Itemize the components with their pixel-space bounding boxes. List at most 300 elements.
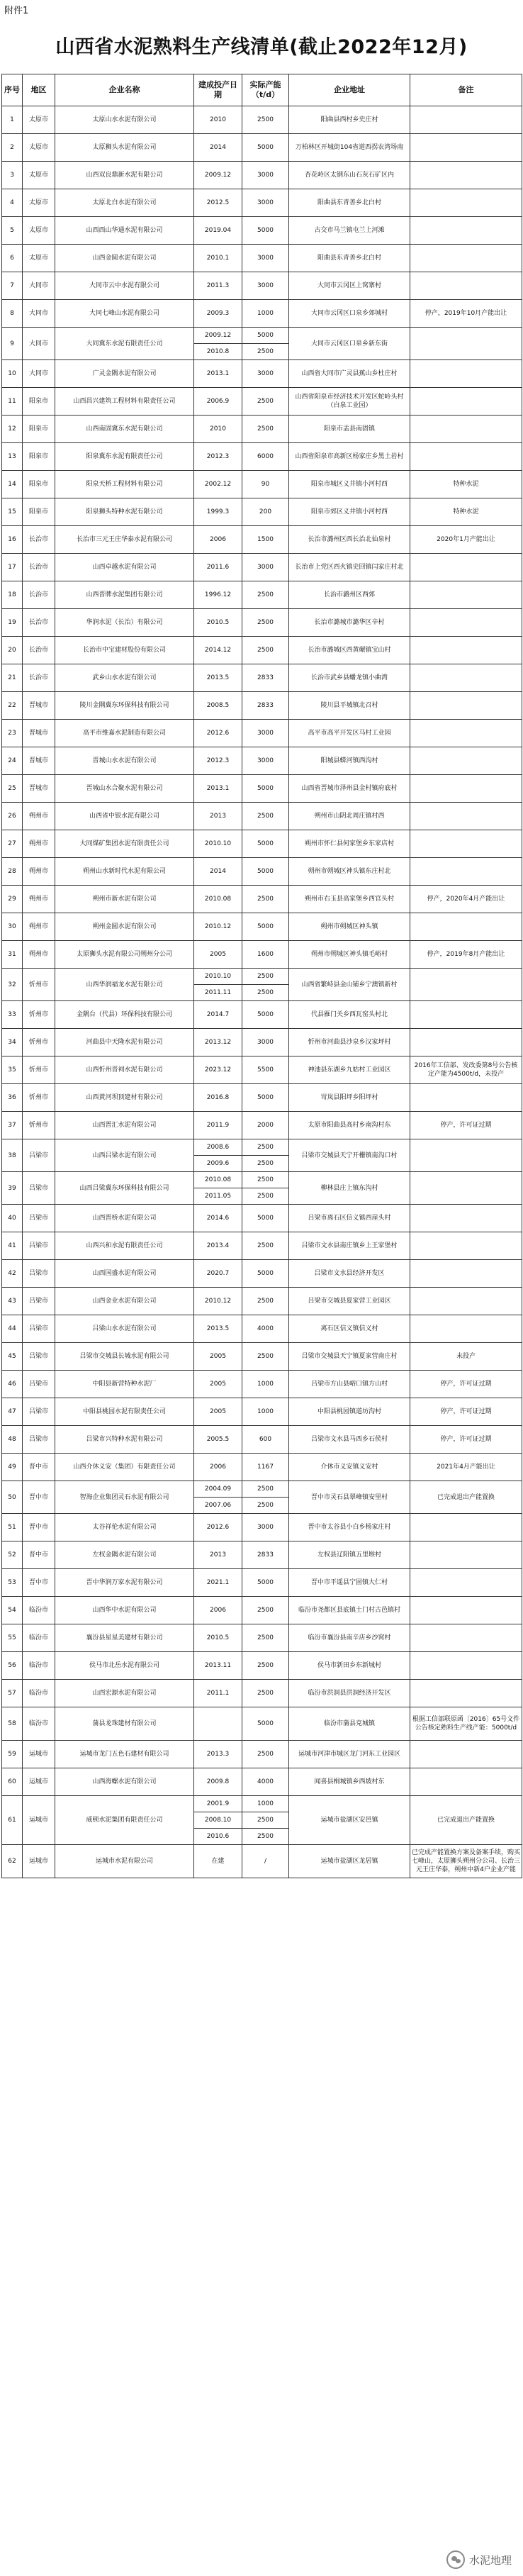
row-note: 停产，许可证过期: [410, 1426, 522, 1454]
row-note: [410, 1624, 522, 1652]
row-capacity: 5000: [242, 1707, 289, 1741]
row-address: 长治市潞州区西郊: [289, 581, 410, 609]
row-number: 40: [2, 1205, 23, 1232]
row-start-date: 2014.12: [194, 637, 242, 664]
row-note: [410, 1541, 522, 1569]
row-note: [410, 388, 522, 416]
row-start-date: 2010.08: [194, 886, 242, 913]
row-note: [410, 692, 522, 720]
row-city: 运城市: [23, 1741, 55, 1768]
row-start-date: 2010: [194, 106, 242, 134]
table-row: [2, 1232, 522, 1260]
row-city: 临汾市: [23, 1597, 55, 1624]
row-start-date: 2009.12: [194, 328, 242, 344]
row-number: 21: [2, 664, 23, 692]
row-company: 山西晋桥水泥有限公司: [55, 1205, 194, 1232]
table-row: [2, 1001, 522, 1029]
table-row: [2, 1514, 522, 1541]
row-capacity: 3000: [242, 272, 289, 300]
row-company: 朔州山水新时代水泥有限公司: [55, 858, 194, 886]
column-header: 序号: [2, 74, 23, 106]
row-number: 30: [2, 913, 23, 941]
row-capacity: 3000: [242, 1029, 289, 1056]
row-company: 山西海螺水泥有限公司: [55, 1768, 194, 1796]
row-address: 长治市潞城区西黄碾镇宝山村: [289, 637, 410, 664]
row-capacity: 2833: [242, 692, 289, 720]
row-company: 左权金隅水泥有限公司: [55, 1541, 194, 1569]
row-number: 27: [2, 830, 23, 858]
row-start-date: 2009.3: [194, 300, 242, 328]
row-number: 17: [2, 554, 23, 581]
row-company: 中阳县新营特种水泥厂: [55, 1371, 194, 1398]
row-start-date: 2013.4: [194, 1232, 242, 1260]
table-row: [2, 1680, 522, 1707]
row-note: [410, 1597, 522, 1624]
row-start-date: 2011.11: [194, 985, 242, 1001]
row-company: 山西国盛水泥有限公司: [55, 1260, 194, 1288]
row-start-date: 2006: [194, 1597, 242, 1624]
table-row: [2, 498, 522, 526]
row-city: 忻州市: [23, 969, 55, 1001]
row-city: 长治市: [23, 581, 55, 609]
row-city: 晋城市: [23, 720, 55, 747]
row-number: 49: [2, 1454, 23, 1481]
row-address: 吕梁市方山县峪口镇方山村: [289, 1371, 410, 1398]
row-start-date: 2013.1: [194, 775, 242, 803]
row-note: [410, 416, 522, 443]
table-row: [2, 1084, 522, 1112]
row-city: 太原市: [23, 245, 55, 272]
row-capacity: 3000: [242, 1514, 289, 1541]
row-note: [410, 775, 522, 803]
table-row: [2, 1172, 522, 1188]
row-address: 柳林县庄上镇东沟村: [289, 1172, 410, 1205]
row-capacity: 2500: [242, 1343, 289, 1371]
row-address: 高平市高平开发区马村工业园: [289, 720, 410, 747]
table-row: [2, 1205, 522, 1232]
row-note: [410, 162, 522, 189]
row-company: 广灵金隅水泥有限公司: [55, 360, 194, 388]
row-address: 古交市马兰镇屯兰上河滩: [289, 217, 410, 245]
row-start-date: 2010.08: [194, 1172, 242, 1188]
row-capacity: 1167: [242, 1454, 289, 1481]
row-city: 临汾市: [23, 1680, 55, 1707]
row-number: 18: [2, 581, 23, 609]
table-row: [2, 328, 522, 344]
row-address: 朔州市右玉县高家堡乡西官头村: [289, 886, 410, 913]
table-row: [2, 1398, 522, 1426]
row-start-date: 2012.6: [194, 1514, 242, 1541]
row-address: 岢岚县阳坪乡阳坪村: [289, 1084, 410, 1112]
row-note: [410, 360, 522, 388]
row-address: 大同市云冈区上窝寨村: [289, 272, 410, 300]
row-start-date: 2014: [194, 134, 242, 162]
row-number: 16: [2, 526, 23, 554]
row-capacity: 3000: [242, 747, 289, 775]
row-company: 山西晋汇水泥有限公司: [55, 1112, 194, 1139]
row-company: 陵川金隅冀东环保科技有限公司: [55, 692, 194, 720]
row-address: 阳曲县东青善乡北白村: [289, 245, 410, 272]
row-note: [410, 245, 522, 272]
row-capacity: 2500: [242, 1812, 289, 1829]
row-company: 运城市水泥有限公司: [55, 1845, 194, 1878]
row-company: 晋中华润万家水泥有限公司: [55, 1569, 194, 1597]
row-number: 19: [2, 609, 23, 637]
row-city: 吕梁市: [23, 1172, 55, 1205]
row-start-date: 2004.09: [194, 1481, 242, 1498]
row-city: 吕梁市: [23, 1288, 55, 1315]
row-city: 晋中市: [23, 1454, 55, 1481]
row-capacity: 4000: [242, 1315, 289, 1343]
row-number: 33: [2, 1001, 23, 1029]
row-capacity: 5000: [242, 1084, 289, 1112]
row-note: [410, 637, 522, 664]
row-capacity: 2500: [242, 1741, 289, 1768]
row-start-date: 2014.6: [194, 1205, 242, 1232]
row-company: 山西吕梁冀东环保科技有限公司: [55, 1172, 194, 1205]
row-capacity: 5000: [242, 217, 289, 245]
row-note: 停产，许可证过期: [410, 1112, 522, 1139]
row-start-date: 2009.6: [194, 1156, 242, 1172]
row-company: 阳泉冀东水泥有限责任公司: [55, 443, 194, 471]
column-header: 地区: [23, 74, 55, 106]
row-number: 46: [2, 1371, 23, 1398]
row-number: 34: [2, 1029, 23, 1056]
row-capacity: 2500: [242, 1652, 289, 1680]
row-city: 大同市: [23, 328, 55, 360]
row-address: 吕梁市文水县经济开发区: [289, 1260, 410, 1288]
row-start-date: 1996.12: [194, 581, 242, 609]
row-number: 28: [2, 858, 23, 886]
row-note: [410, 609, 522, 637]
row-city: 吕梁市: [23, 1343, 55, 1371]
row-note: 2016年工信部、发改委第8号公告核定产能为4500t/d，未投产: [410, 1056, 522, 1084]
row-address: 阳泉市盂县南固镇: [289, 416, 410, 443]
row-number: 59: [2, 1741, 23, 1768]
table-row: [2, 443, 522, 471]
row-start-date: 2013.11: [194, 1652, 242, 1680]
row-note: [410, 913, 522, 941]
row-capacity: 2500: [242, 416, 289, 443]
row-number: 10: [2, 360, 23, 388]
row-address: 吕梁市交城县天宁镇夏家营南庄村: [289, 1343, 410, 1371]
table-row: [2, 941, 522, 969]
row-start-date: 2019.04: [194, 217, 242, 245]
row-capacity: 2000: [242, 1112, 289, 1139]
row-capacity: 1000: [242, 1398, 289, 1426]
row-city: 吕梁市: [23, 1426, 55, 1454]
row-city: 晋城市: [23, 692, 55, 720]
row-capacity: 1000: [242, 1796, 289, 1812]
row-company: 智海企业集团灵石水泥有限公司: [55, 1481, 194, 1514]
row-capacity: 90: [242, 471, 289, 498]
table-row: [2, 245, 522, 272]
row-number: 3: [2, 162, 23, 189]
row-company: 吕梁山水水泥有限公司: [55, 1315, 194, 1343]
row-address: 大同市云冈区口泉乡郊城村: [289, 300, 410, 328]
row-start-date: [194, 1707, 242, 1741]
row-city: 吕梁市: [23, 1232, 55, 1260]
row-address: 长治市潞城市潞华区辛村: [289, 609, 410, 637]
row-note: [410, 1084, 522, 1112]
row-number: 4: [2, 189, 23, 217]
row-address: 太原市阳曲县高村乡南沟村东: [289, 1112, 410, 1139]
row-address: 朔州市山阴北周庄镇村西: [289, 803, 410, 830]
row-company: 山西金业水泥有限公司: [55, 1288, 194, 1315]
table-row: [2, 272, 522, 300]
row-city: 吕梁市: [23, 1139, 55, 1172]
table-row: [2, 637, 522, 664]
row-address: 吕梁市离石区信义镇西崖头村: [289, 1205, 410, 1232]
row-capacity: 2500: [242, 1624, 289, 1652]
row-note: 停产，2020年4月产能出让: [410, 886, 522, 913]
row-city: 阳泉市: [23, 443, 55, 471]
row-city: 运城市: [23, 1845, 55, 1878]
row-note: [410, 1514, 522, 1541]
row-city: 太原市: [23, 106, 55, 134]
row-capacity: 1600: [242, 941, 289, 969]
row-address: 朔州市怀仁县何家堡乡东家店村: [289, 830, 410, 858]
row-start-date: 2005: [194, 941, 242, 969]
row-address: 长治市武乡县蟠龙镇小曲湾: [289, 664, 410, 692]
row-company: 大同冀东水泥有限责任公司: [55, 328, 194, 360]
row-capacity: 5000: [242, 1569, 289, 1597]
row-note: [410, 217, 522, 245]
row-address: 陵川县平城镇北召村: [289, 692, 410, 720]
row-address: 朔州市朔城区神头镇: [289, 913, 410, 941]
row-start-date: 2008.6: [194, 1139, 242, 1156]
row-number: 41: [2, 1232, 23, 1260]
row-number: 55: [2, 1624, 23, 1652]
row-address: 杏花岭区太钢东山石灰石矿区内: [289, 162, 410, 189]
row-start-date: 2006: [194, 526, 242, 554]
row-number: 60: [2, 1768, 23, 1796]
row-number: 45: [2, 1343, 23, 1371]
row-number: 38: [2, 1139, 23, 1172]
row-capacity: 3000: [242, 189, 289, 217]
row-number: 23: [2, 720, 23, 747]
table-row: [2, 217, 522, 245]
row-start-date: 2008.5: [194, 692, 242, 720]
row-start-date: 2013.1: [194, 360, 242, 388]
row-address: 阳曲县东青善乡北白村: [289, 189, 410, 217]
row-address: 临汾市洪洞县洪洞经济开发区: [289, 1680, 410, 1707]
row-address: 介休市义安镇义安村: [289, 1454, 410, 1481]
table-row: [2, 913, 522, 941]
row-company: 襄汾县星星美建材有限公司: [55, 1624, 194, 1652]
row-city: 朔州市: [23, 913, 55, 941]
row-city: 朔州市: [23, 858, 55, 886]
row-capacity: 2500: [242, 581, 289, 609]
row-number: 57: [2, 1680, 23, 1707]
row-address: 吕梁市交城县天宁开栅镇南沟口村: [289, 1139, 410, 1172]
row-capacity: 1000: [242, 300, 289, 328]
row-capacity: 1500: [242, 526, 289, 554]
row-capacity: 600: [242, 1426, 289, 1454]
row-address: 忻州市河曲县沙泉乡汉家坪村: [289, 1029, 410, 1056]
row-company: 山西华润福龙水泥有限公司: [55, 969, 194, 1001]
column-header: 实际产能（t/d）: [242, 74, 289, 106]
row-address: 山西省大同市广灵县蕉山乡杜庄村: [289, 360, 410, 388]
row-company: 山西晋牌水泥集团有限公司: [55, 581, 194, 609]
row-start-date: 2020.7: [194, 1260, 242, 1288]
row-note: 停产，许可证过期: [410, 1371, 522, 1398]
row-city: 吕梁市: [23, 1371, 55, 1398]
table-row: [2, 1741, 522, 1768]
row-number: 31: [2, 941, 23, 969]
row-number: 8: [2, 300, 23, 328]
column-header: 企业地址: [289, 74, 410, 106]
row-address: 闻喜县桐城镇乡西坡村东: [289, 1768, 410, 1796]
row-note: [410, 1260, 522, 1288]
row-capacity: 6000: [242, 443, 289, 471]
row-capacity: 5000: [242, 913, 289, 941]
row-company: 阳泉天桥工程材料有限公司: [55, 471, 194, 498]
row-company: 长治市中宝建材股份有限公司: [55, 637, 194, 664]
row-company: 威顿水泥集团有限责任公司: [55, 1796, 194, 1845]
row-start-date: 2012.5: [194, 189, 242, 217]
table-row: [2, 300, 522, 328]
row-capacity: 2500: [242, 1829, 289, 1845]
row-address: 左权县辽阳镇五里堠村: [289, 1541, 410, 1569]
table-row: [2, 416, 522, 443]
row-company: 山西宏源水泥有限公司: [55, 1680, 194, 1707]
row-address: 临汾市襄汾县南辛店乡沙窝村: [289, 1624, 410, 1652]
row-company: 山西华中水泥有限公司: [55, 1597, 194, 1624]
row-number: 5: [2, 217, 23, 245]
page-title: 山西省水泥熟料生产线清单(截止2022年12月): [55, 36, 468, 58]
row-address: 吕梁市文水县南庄镇乡上王家堡村: [289, 1232, 410, 1260]
table-row: [2, 134, 522, 162]
row-company: 长治市三元王庄华泰水泥有限公司: [55, 526, 194, 554]
row-start-date: 2009.12: [194, 162, 242, 189]
row-note: [410, 1680, 522, 1707]
row-capacity: 5000: [242, 134, 289, 162]
table-row: [2, 692, 522, 720]
row-city: 朔州市: [23, 941, 55, 969]
row-city: 长治市: [23, 609, 55, 637]
row-number: 29: [2, 886, 23, 913]
row-number: 43: [2, 1288, 23, 1315]
row-address: 朔州市朔城区神头镇毛峪村: [289, 941, 410, 969]
row-company: 高平市维嘉水泥制造有限公司: [55, 720, 194, 747]
row-start-date: 2014: [194, 858, 242, 886]
row-number: 24: [2, 747, 23, 775]
row-company: 太原山水水泥有限公司: [55, 106, 194, 134]
row-city: 忻州市: [23, 1056, 55, 1084]
row-number: 22: [2, 692, 23, 720]
row-number: 6: [2, 245, 23, 272]
table-body: [2, 106, 522, 1878]
table-row: [2, 1288, 522, 1315]
row-company: 中阳县桃园水泥有限责任公司: [55, 1398, 194, 1426]
row-start-date: 2013: [194, 1541, 242, 1569]
row-capacity: 2500: [242, 1139, 289, 1156]
row-note: [410, 664, 522, 692]
row-start-date: 2010.12: [194, 913, 242, 941]
row-city: 阳泉市: [23, 498, 55, 526]
row-note: [410, 1768, 522, 1796]
row-note: [410, 969, 522, 1001]
row-company: 阳泉狮头特种水泥有限公司: [55, 498, 194, 526]
row-number: 13: [2, 443, 23, 471]
row-note: [410, 1315, 522, 1343]
row-number: 54: [2, 1597, 23, 1624]
row-capacity: 2500: [242, 637, 289, 664]
row-start-date: 2016.8: [194, 1084, 242, 1112]
row-number: 26: [2, 803, 23, 830]
row-capacity: 2500: [242, 1172, 289, 1188]
row-capacity: 2500: [242, 388, 289, 416]
row-city: 晋城市: [23, 747, 55, 775]
row-note: 根据工信部联原函〔2016〕65号文件公告核定熟料生产线产能：5000t/d: [410, 1707, 522, 1741]
table-row: [2, 1707, 522, 1741]
row-number: 7: [2, 272, 23, 300]
row-start-date: 2010.1: [194, 245, 242, 272]
row-capacity: 2500: [242, 1680, 289, 1707]
row-address: 晋中市太谷县小白乡杨家庄村: [289, 1514, 410, 1541]
row-number: 36: [2, 1084, 23, 1112]
row-city: 阳泉市: [23, 471, 55, 498]
row-start-date: 2005: [194, 1343, 242, 1371]
row-number: 32: [2, 969, 23, 1001]
table-row: [2, 1481, 522, 1498]
row-note: [410, 1139, 522, 1172]
row-city: 晋中市: [23, 1481, 55, 1514]
row-number: 51: [2, 1514, 23, 1541]
row-start-date: 2012.3: [194, 747, 242, 775]
row-capacity: 2500: [242, 1288, 289, 1315]
row-city: 晋中市: [23, 1541, 55, 1569]
row-address: 长治市潞州区西长治北仙泉村: [289, 526, 410, 554]
table-row: [2, 1624, 522, 1652]
row-start-date: 2010.10: [194, 969, 242, 985]
row-company: 山西黄河坝顶建材有限公司: [55, 1084, 194, 1112]
row-company: 山西双良鼎新水泥有限公司: [55, 162, 194, 189]
row-start-date: 2007.06: [194, 1498, 242, 1514]
table-row: [2, 1139, 522, 1156]
row-number: 52: [2, 1541, 23, 1569]
row-note: [410, 747, 522, 775]
row-company: 华润水泥（长治）有限公司: [55, 609, 194, 637]
row-note: 已完成退出产能置换: [410, 1796, 522, 1845]
row-note: 2021年4月产能出让: [410, 1454, 522, 1481]
table-row: [2, 1426, 522, 1454]
row-company: 山西忻州晋祠水泥有限公司: [55, 1056, 194, 1084]
row-city: 阳泉市: [23, 388, 55, 416]
row-company: 侯马市北岳水泥有限公司: [55, 1652, 194, 1680]
row-capacity: 2833: [242, 1541, 289, 1569]
table-row: [2, 1315, 522, 1343]
row-start-date: 2010.12: [194, 1288, 242, 1315]
row-start-date: 2013: [194, 803, 242, 830]
row-city: 太原市: [23, 162, 55, 189]
row-address: 运城市盐湖区龙居镇: [289, 1845, 410, 1878]
row-address: 大同市云冈区口泉乡新东街: [289, 328, 410, 360]
row-note: 停产，2019年8月产能出让: [410, 941, 522, 969]
row-capacity: 2500: [242, 969, 289, 985]
row-note: [410, 1172, 522, 1205]
table-row: [2, 775, 522, 803]
table-row: [2, 858, 522, 886]
row-note: [410, 554, 522, 581]
table-row: [2, 1845, 522, 1878]
row-city: 忻州市: [23, 1001, 55, 1029]
row-address: 阳泉市郊区义井镇小河村西: [289, 498, 410, 526]
row-start-date: 2001.9: [194, 1796, 242, 1812]
column-header: 备注: [410, 74, 522, 106]
row-city: 运城市: [23, 1768, 55, 1796]
